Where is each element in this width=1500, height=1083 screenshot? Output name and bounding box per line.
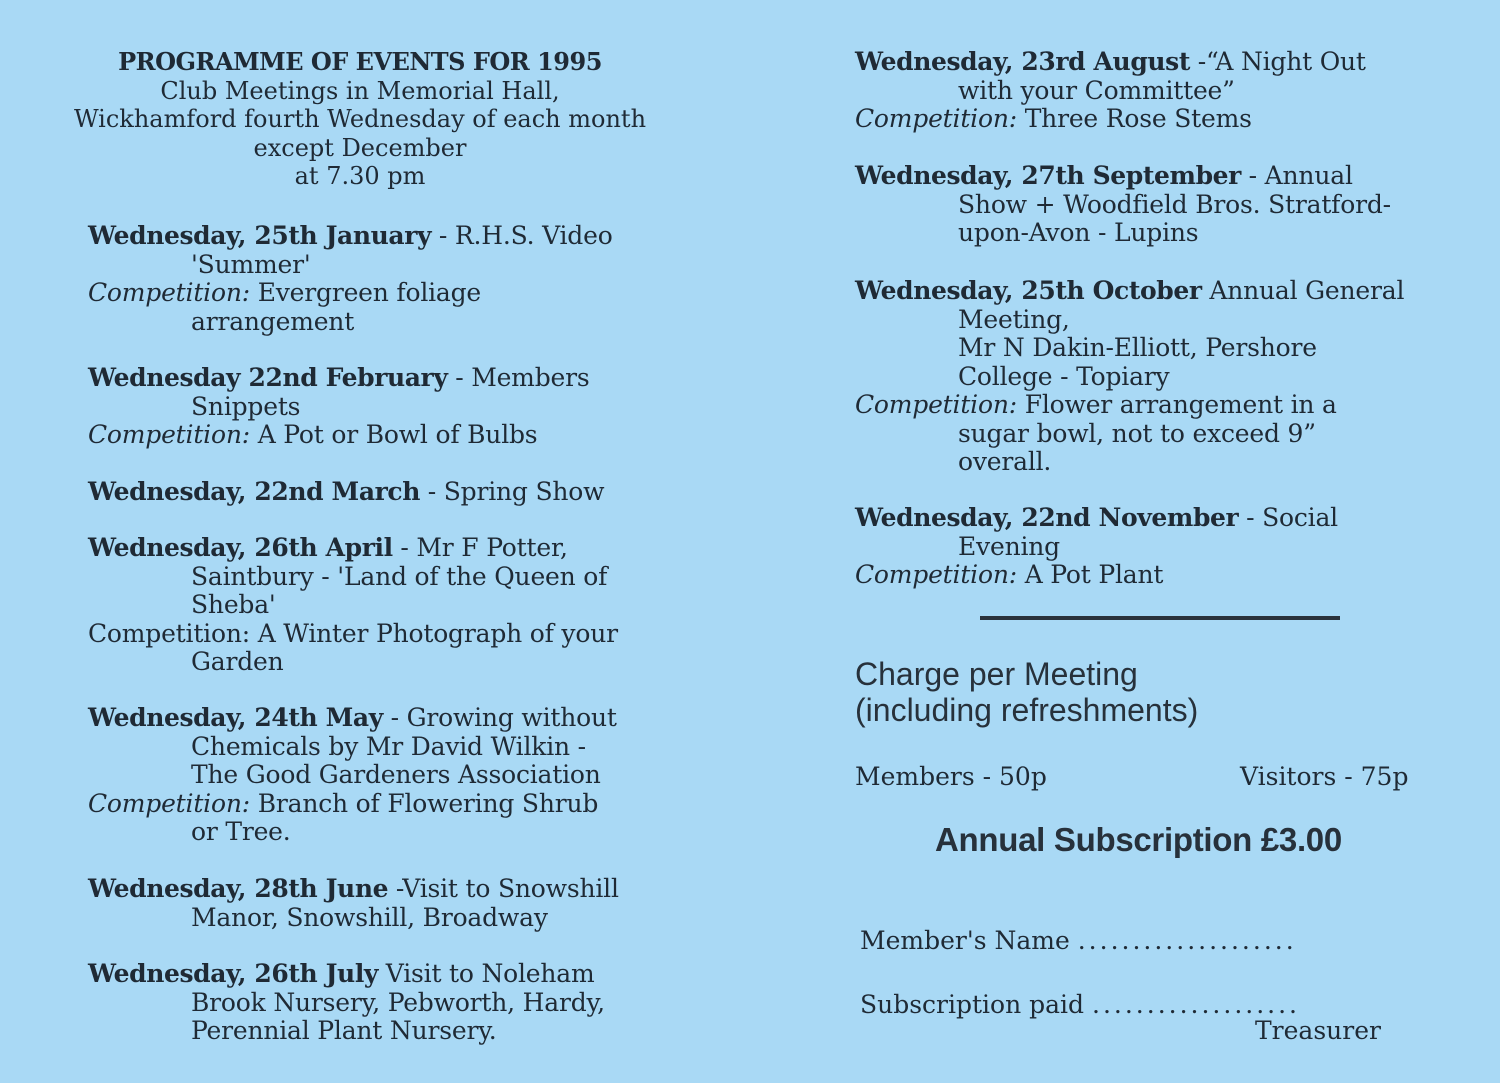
event-date: Wednesday, 26th July <box>88 959 379 988</box>
event-date: Wednesday, 25th January <box>88 221 432 250</box>
competition-label: Competition: <box>88 788 250 818</box>
event-detail-line: Show + Woodfield Bros. Stratford- <box>958 189 1391 219</box>
event-heading <box>88 534 618 563</box>
event-detail-line: Manor, Snowshill, Broadway <box>191 902 548 932</box>
competition-detail-line: overall. <box>958 447 1052 476</box>
event-heading <box>855 162 1391 191</box>
event-date: Wednesday, 22nd November <box>855 503 1239 532</box>
programme-title: PROGRAMME OF EVENTS FOR 1995 <box>118 47 602 76</box>
competition-label: Competition: <box>88 278 250 307</box>
event-date: Wednesday, 25th October <box>855 276 1202 305</box>
event-heading <box>88 960 605 989</box>
competition-label: Competition: <box>88 420 250 449</box>
competition-label: Competition: <box>855 560 1017 589</box>
event-heading <box>88 704 617 733</box>
event-title: - R.H.S. Video <box>431 221 613 250</box>
event-detail-line: Saintbury - 'Land of the Queen of <box>191 561 608 591</box>
competition-detail-line: Garden <box>191 647 284 676</box>
event-entry <box>855 277 1404 477</box>
event-title: Visit to Noleham <box>378 959 595 988</box>
event-detail-line: Brook Nursery, Pebworth, Hardy, <box>191 987 605 1017</box>
event-detail-line: Perennial Plant Nursery. <box>191 1016 497 1045</box>
competition-label: Competition: <box>855 104 1017 133</box>
event-entry <box>855 48 1366 134</box>
event-date: Wednesday, 23rd August <box>855 47 1190 76</box>
event-title: - Members <box>447 363 590 392</box>
members-price: Members - 50p <box>855 762 1047 791</box>
event-date: Wednesday, 24th May <box>88 703 383 732</box>
event-title: - Social <box>1238 503 1338 532</box>
member-name-line <box>860 926 1297 956</box>
event-date: Wednesday, 28th June <box>88 874 389 903</box>
header-line: at 7.30 pm <box>294 162 426 190</box>
event-detail-line: Mr N Dakin-Elliott, Pershore <box>958 333 1317 362</box>
competition-text: Flower arrangement in a <box>1016 390 1337 419</box>
event-detail-line: The Good Gardeners Association <box>191 760 601 789</box>
event-detail-line: College - Topiary <box>958 361 1170 391</box>
competition-line <box>855 561 1338 590</box>
event-detail-line: 'Summer' <box>191 249 311 279</box>
competition-text: A Pot or Bowl of Bulbs <box>249 420 538 449</box>
event-entry <box>855 504 1338 590</box>
competition-detail-line: or Tree. <box>191 817 291 846</box>
subscription-paid-line <box>860 990 1300 1020</box>
divider-rule <box>980 616 1340 620</box>
event-entry <box>88 364 589 450</box>
event-title: -“A Night Out <box>1190 47 1366 76</box>
event-title: - Mr F Potter, <box>392 533 568 562</box>
charge-line: Charge per Meeting <box>855 656 1138 692</box>
competition-detail-line: arrangement <box>191 306 355 336</box>
event-entry <box>88 875 619 932</box>
event-title: - Annual <box>1240 161 1353 190</box>
event-detail-line: with your Committee” <box>958 75 1235 105</box>
header-line: Club Meetings in Memorial Hall, <box>160 76 560 105</box>
event-detail-line: Evening <box>958 531 1060 561</box>
event-title: Annual General <box>1201 276 1405 305</box>
event-entry <box>88 704 617 847</box>
event-heading <box>855 277 1404 306</box>
annual-subscription: Annual Subscription £3.00 <box>935 821 1342 858</box>
event-entry <box>88 478 604 507</box>
competition-label: Competition: <box>855 390 1017 419</box>
event-heading <box>88 875 619 904</box>
competition-line <box>88 620 618 649</box>
competition-text: Branch of Flowering Shrub <box>249 788 599 818</box>
competition-line <box>88 279 613 308</box>
event-detail-line: upon-Avon - Lupins <box>958 218 1199 247</box>
event-date: Wednesday, 26th April <box>88 533 393 562</box>
event-date: Wednesday, 27th September <box>855 161 1241 190</box>
competition-detail-line: sugar bowl, not to exceed 9” <box>958 418 1316 448</box>
subscription-paid-label: Subscription paid <box>860 990 1085 1019</box>
event-heading <box>88 222 613 251</box>
event-entry <box>855 162 1391 248</box>
event-title: - Growing without <box>382 703 617 732</box>
event-title: - Spring Show <box>420 477 605 506</box>
event-heading <box>88 364 589 393</box>
event-date: Wednesday 22nd February <box>88 363 448 392</box>
competition-text: Three Rose Stems <box>1016 104 1252 133</box>
competition-line <box>88 421 589 450</box>
event-detail-line: Chemicals by Mr David Wilkin - <box>191 731 586 761</box>
event-heading <box>855 48 1366 77</box>
competition-line <box>855 105 1366 134</box>
header-line: except December <box>253 133 467 162</box>
competition-line <box>88 790 617 819</box>
member-name-field[interactable]: .................... <box>1077 926 1297 955</box>
charge-heading <box>855 656 1198 728</box>
event-title: -Visit to Snowshill <box>388 874 619 903</box>
event-detail-line: Meeting, <box>958 304 1070 334</box>
event-detail-line: Sheba' <box>191 590 276 619</box>
event-entry <box>88 960 605 1046</box>
event-entry <box>88 534 618 677</box>
visitors-price: Visitors - 75p <box>1240 762 1409 791</box>
event-date: Wednesday, 22nd March <box>88 477 420 506</box>
event-heading <box>855 504 1338 533</box>
member-name-label: Member's Name <box>860 926 1070 955</box>
competition-text: Competition: A Winter Photograph of your <box>88 618 618 648</box>
treasurer-label: Treasurer <box>1255 1016 1381 1045</box>
charge-line: (including refreshments) <box>855 692 1199 728</box>
programme-header <box>60 48 660 191</box>
competition-text: A Pot Plant <box>1016 560 1164 589</box>
subscription-paid-field[interactable]: ................... <box>1092 990 1301 1019</box>
competition-text: Evergreen foliage <box>249 278 482 307</box>
event-detail-line: Snippets <box>191 391 301 421</box>
event-entry <box>88 222 613 336</box>
event-heading <box>88 478 604 507</box>
header-line: Wickhamford fourth Wednesday of each month <box>73 105 647 133</box>
competition-line <box>855 391 1404 420</box>
